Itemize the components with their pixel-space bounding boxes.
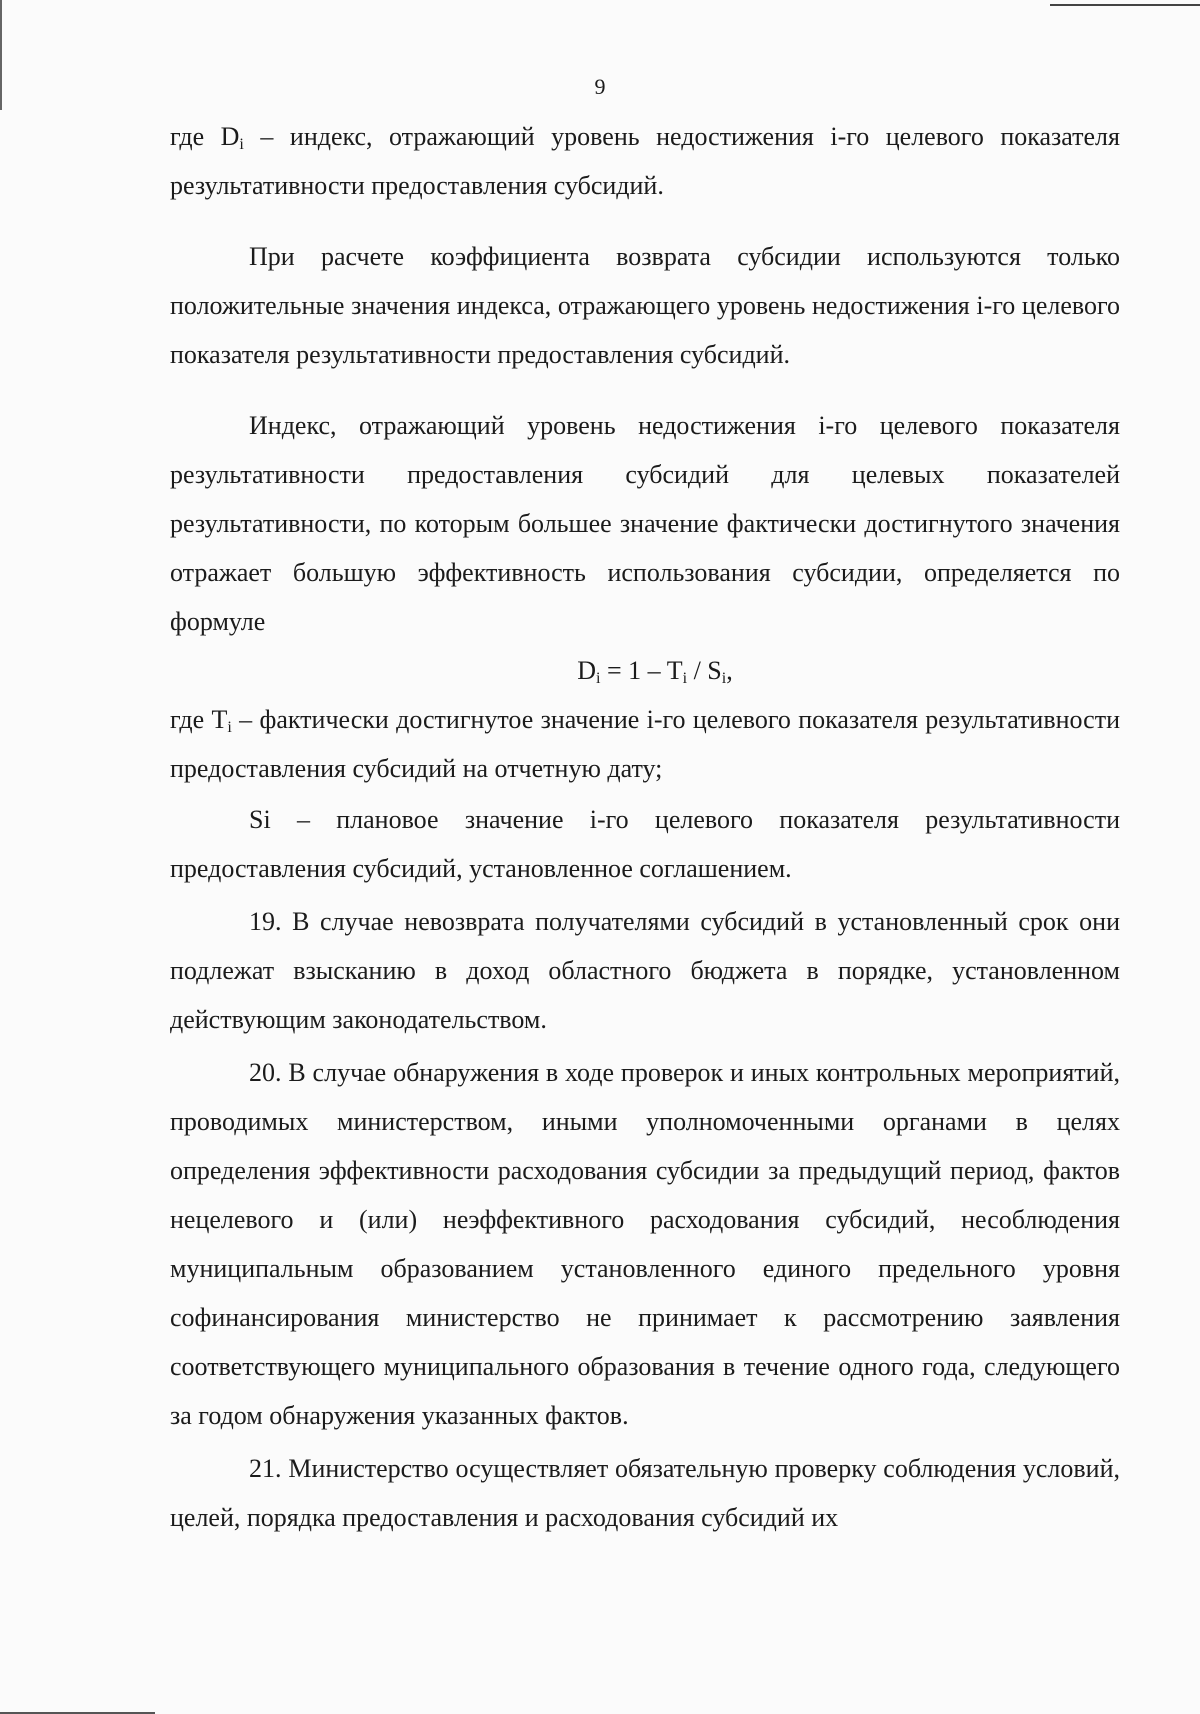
page-number: 9 <box>594 74 606 99</box>
paragraph-21: 21. Министерство осуществляет обязательную проверку соблюдения условий, целей, порядка предоставления и расходования субсидий их <box>170 1454 1120 1532</box>
paragraph-coefficient-note: При расчете коэффициента возврата субсидии используются только положительные значения индекса, отражающего уровень недостижения i-го целевого показателя результативности предоставления субсидий. <box>170 242 1120 369</box>
scan-edge-line <box>1050 4 1200 6</box>
paragraph-ti-definition: где $T_i$ – фактически достигнутое значение i-го целевого показателя результативности предоставления субсидий на отчетную дату; <box>170 705 1120 783</box>
paragraph-index-definition: Индекс, отражающий уровень недостижения i-го целевого показателя результативности предоставления субсидий для целевых показателей результативности, по которым большее значение фактически достигнутого значения отражает большую эффективность использования субсидии, определяется по формуле <box>170 411 1120 636</box>
paragraph-di-definition: где $D_i$ – индекс, отражающий уровень недостижения i-го целевого показателя результативности предоставления субсидий. <box>170 122 1120 200</box>
document-body <box>170 112 1120 1542</box>
formula: $D_i = 1 - T_i / S_i$, <box>577 656 733 688</box>
paragraph-19: 19. В случае невозврата получателями субсидий в установленный срок они подлежат взысканию в доход областного бюджета в порядке, установленном действующим законодательством. <box>170 907 1120 1034</box>
paragraph-si-definition: Si – плановое значение i-го целевого показателя результативности предоставления субсидий, установленное соглашением. <box>170 805 1120 883</box>
paragraph-20: 20. В случае обнаружения в ходе проверок и иных контрольных мероприятий, проводимых министерством, иными уполномоченными органами в целях определения эффективности расходования субсидии за предыдущий период, фактов нецелевого и (или) неэффективного расходования субсидий, несоблюдения муниципальным образованием установленного единого предельного уровня софинансирования министерство не принимает к рассмотрению заявления соответствующего муниципального образования в течение одного года, следующего за годом обнаружения указанных фактов. <box>170 1058 1120 1430</box>
